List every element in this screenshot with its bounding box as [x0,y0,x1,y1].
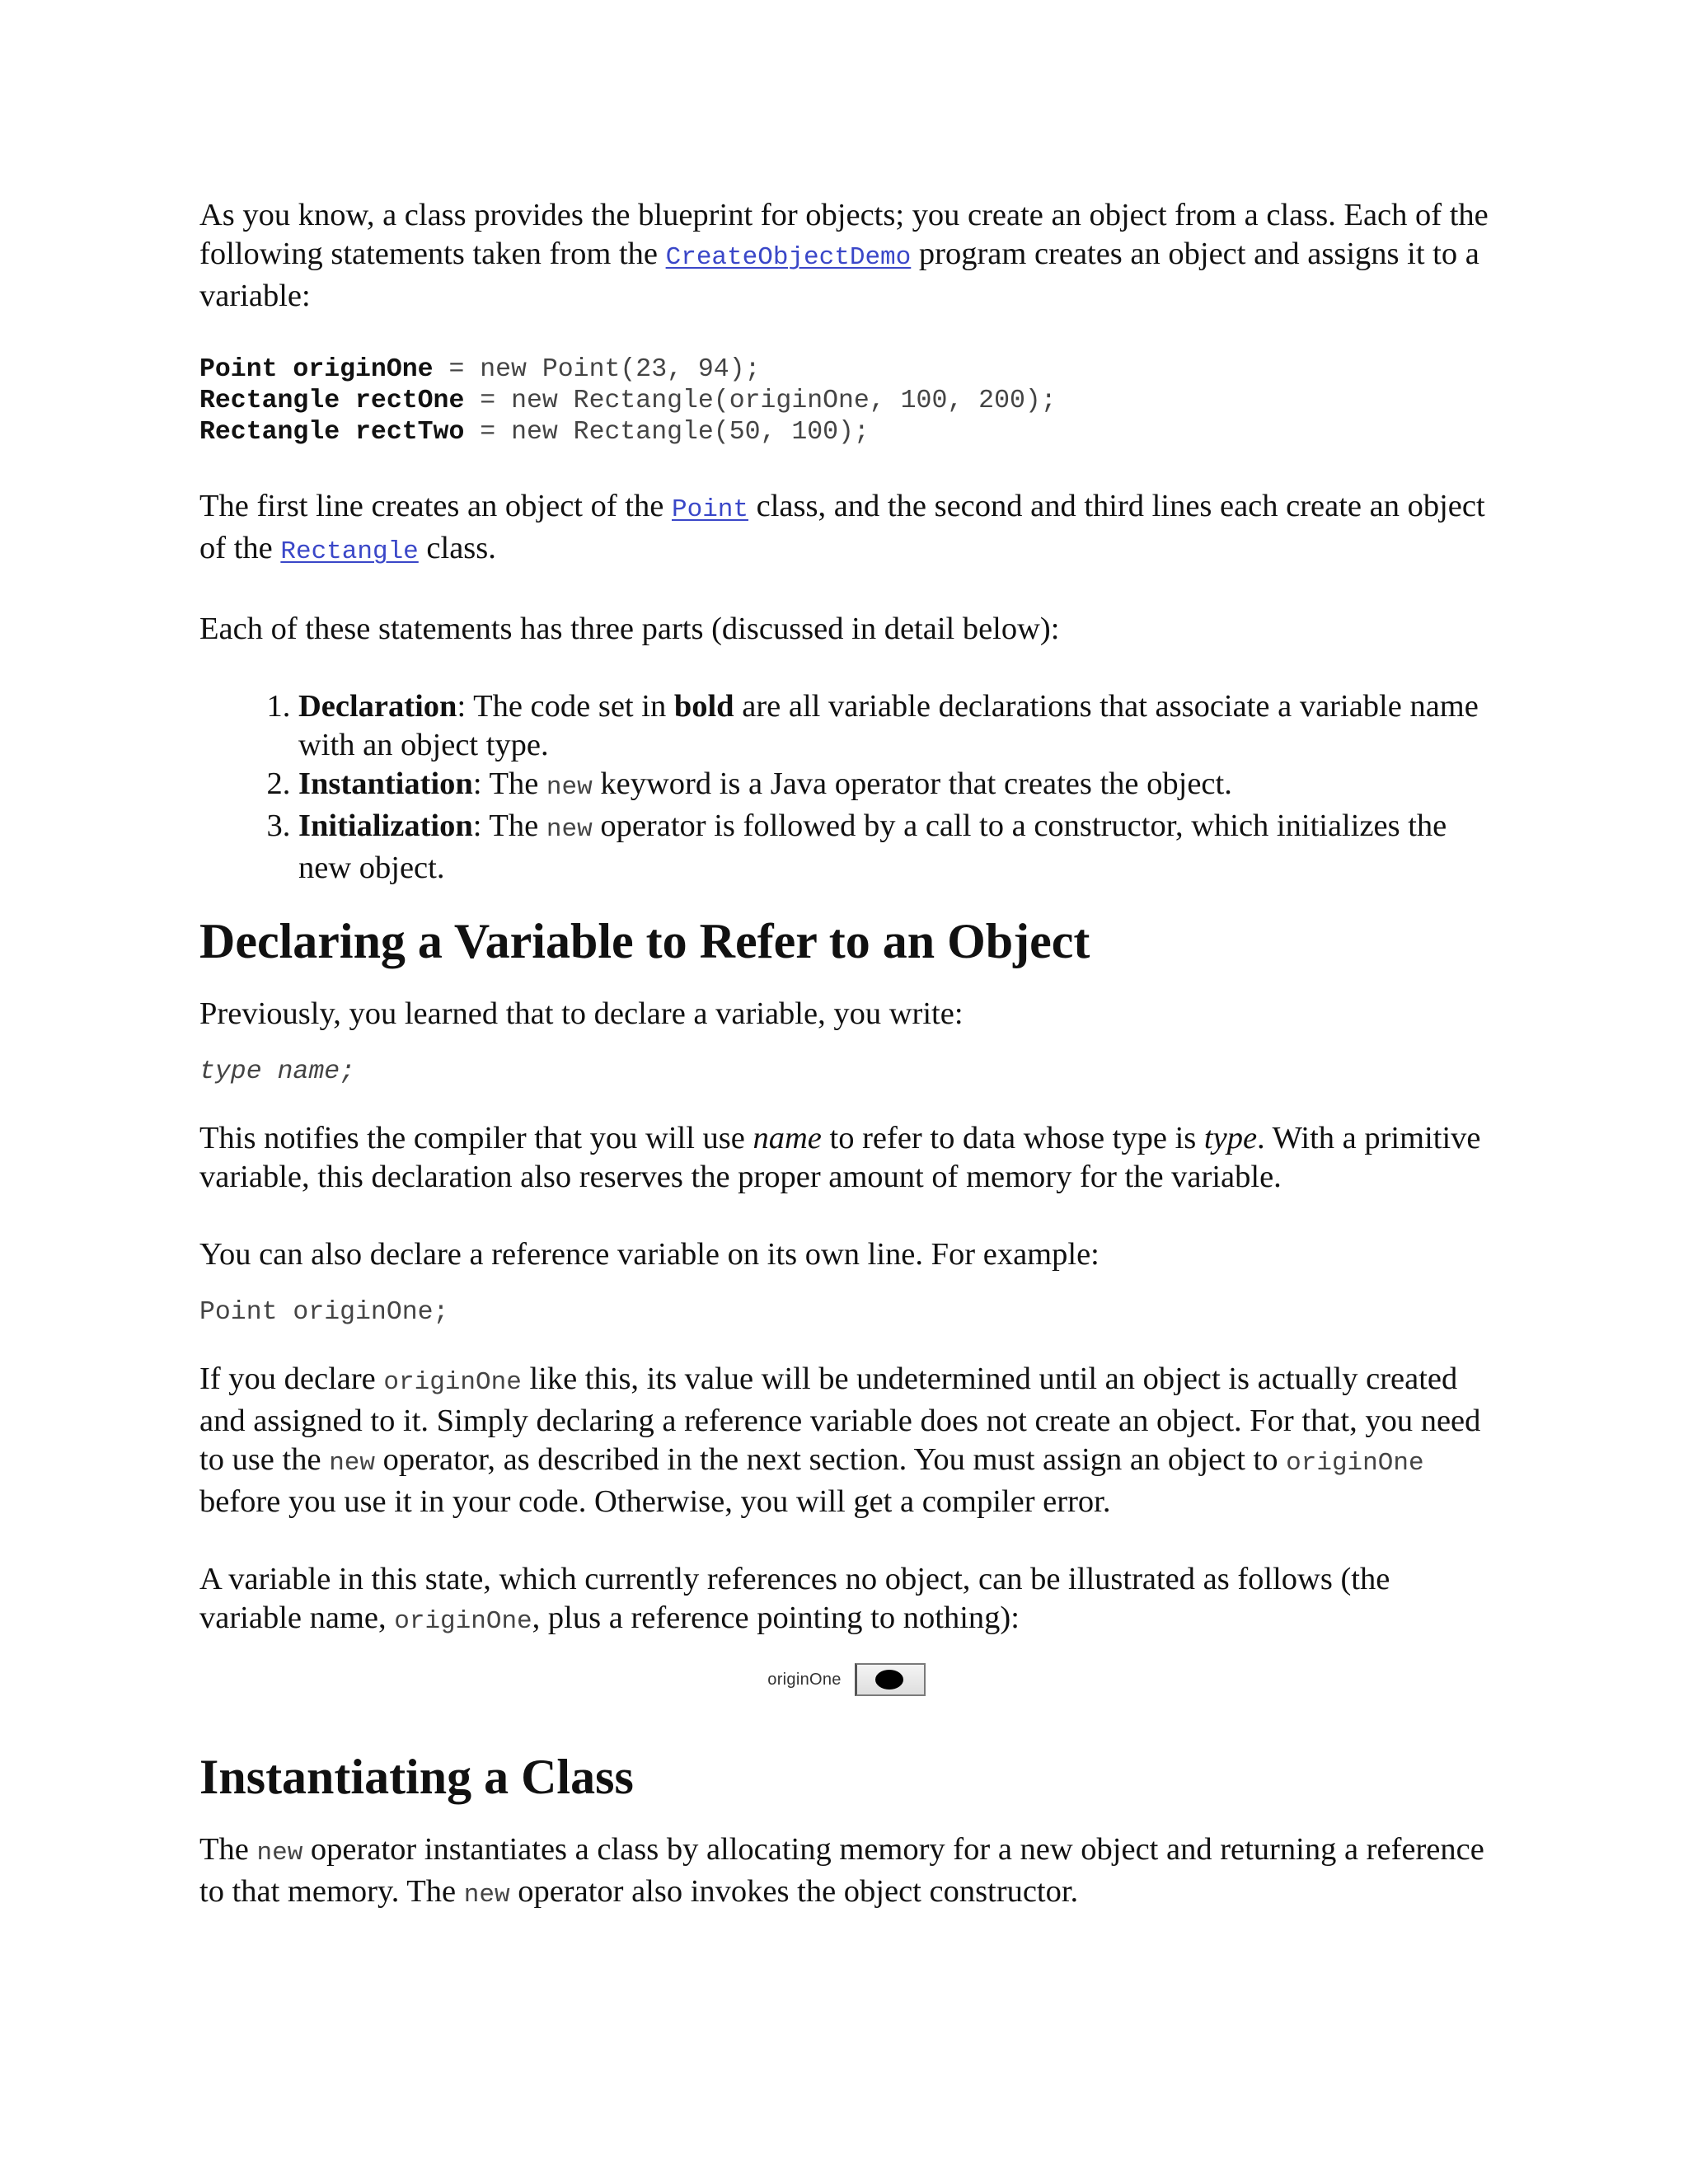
inline-code-new: new [329,1449,375,1478]
rectangle-link[interactable]: Rectangle [280,537,419,566]
inline-code-new: new [256,1839,303,1868]
three-parts-paragraph: Each of these statements has three parts (discussed in detail below): [199,612,1060,646]
em-name: name [753,1121,822,1155]
para2-text-3: class. [418,531,496,565]
list-item-instantiation [298,765,1493,807]
list-text: : The [472,766,546,801]
document-page [199,196,1493,1915]
para5-text-3: . With a primitive variable, this declaration also reserves the proper amount of memory for the variable. [199,1121,1481,1194]
list-text: keyword is a Java operator that creates the object. [592,766,1232,801]
list-term: Declaration [298,689,457,724]
para2-text-1: The first line creates an object of the [199,489,672,523]
reference-box [855,1663,926,1696]
code-line-2-declaration: Rectangle rectOne [199,387,465,415]
intro-paragraph [199,196,1493,316]
para9-text-2: operator instantiates a class by allocating memory for a new object and returning a reference to that memory. The [199,1832,1484,1909]
figure-variable-label: originOne [767,1670,842,1689]
intro-text-2: program creates an object and assigns it to a variable: [199,237,1479,313]
para9-text-1: The [199,1832,257,1867]
inline-code-new: new [546,815,593,844]
new-operator-paragraph [199,1830,1493,1915]
code-point-originone: Point originOne; [199,1298,449,1327]
para9-text-3: operator also invokes the object constructor. [509,1874,1079,1909]
inline-code-new: new [546,773,593,802]
inline-code-originone: originOne [1286,1449,1424,1478]
list-term: Initialization [298,808,473,843]
code-line-2-rest: = new Rectangle(originOne, 100, 200); [464,387,1057,415]
variable-state-paragraph [199,1560,1493,1641]
list-text: : The code set in [457,689,674,724]
para8-text-1: A variable in this state, which currently references no object, can be illustrated as follows (the variable name, [199,1562,1390,1635]
first-line-paragraph [199,487,1493,571]
statement-parts-list [199,687,1493,888]
code-type-name: type name; [199,1057,356,1086]
list-text: operator is followed by a call to a constructor, which initializes the new object. [298,808,1447,885]
previously-paragraph: Previously, you learned that to declare a variable, you write: [199,996,964,1031]
para8-text-2: , plus a reference pointing to nothing): [532,1601,1020,1635]
compiler-notify-paragraph [199,1119,1493,1197]
heading-declaring-variable: Declaring a Variable to Refer to an Object [199,914,1090,968]
null-reference-figure [199,1661,1493,1699]
list-item-initialization [298,807,1493,888]
null-reference-dot-icon [875,1670,903,1690]
inline-code-originone: originOne [394,1607,532,1636]
heading-instantiating-class: Instantiating a Class [199,1750,634,1804]
list-bold-word: bold [673,689,734,724]
code-block-object-creation [199,354,1493,448]
para7-text-2: like this, its value will be undetermined until an object is actually created and assigned to it. Simply declaring a reference variable does not create an object. For that, you need to use the [199,1361,1481,1477]
para7-text-1: If you declare [199,1361,384,1396]
list-text: : The [472,808,546,843]
createobjectdemo-link[interactable]: CreateObjectDemo [665,243,912,272]
list-term: Instantiation [298,766,473,801]
para7-text-4: before you use it in your code. Otherwise, you will get a compiler error. [199,1484,1111,1519]
para7-text-3: operator, as described in the next section. You must assign an object to [375,1442,1287,1477]
code-line-3-declaration: Rectangle rectTwo [199,418,465,447]
code-line-1-rest: = new Point(23, 94); [433,355,761,384]
reference-variable-paragraph: You can also declare a reference variable on its own line. For example: [199,1237,1100,1272]
para5-text-2: to refer to data whose type is [821,1121,1204,1155]
code-line-3-rest: = new Rectangle(50, 100); [464,418,870,447]
point-link[interactable]: Point [671,495,748,524]
undetermined-value-paragraph [199,1360,1493,1521]
code-line-1-declaration: Point originOne [199,355,434,384]
list-text: are all variable declarations that associate a variable name with an object type. [298,689,1479,762]
intro-text-1: As you know, a class provides the blueprint for objects; you create an object from a class. Each of the following statements taken from the [199,198,1489,271]
list-item-declaration [298,687,1493,765]
para2-text-2: class, and the second and third lines each create an object of the [199,489,1485,565]
inline-code-originone: originOne [383,1368,522,1397]
inline-code-new: new [463,1881,510,1910]
em-type: type [1203,1121,1258,1155]
para5-text-1: This notifies the compiler that you will use [199,1121,753,1155]
